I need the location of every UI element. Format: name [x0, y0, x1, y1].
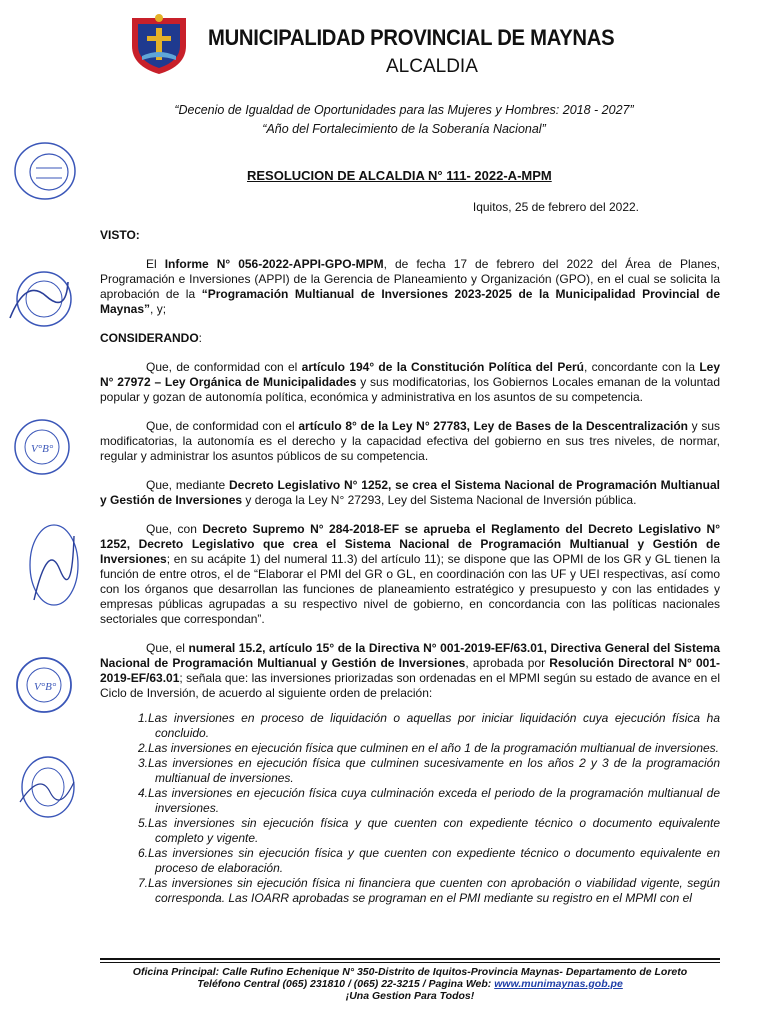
stamp-office-central: [12, 140, 78, 202]
stamp-signature-1: [6, 268, 72, 330]
list-item: 7.Las inversiones sin ejecución física ni financiera que cuenten con aprobación o viabilidad vigente, según corresponda. Las IOARR aprobadas se programan en el PMI mediante su registro en el MPMI con el: [138, 876, 720, 905]
resolution-title: RESOLUCION DE ALCALDIA N° 111- 2022-A-MPM: [247, 168, 552, 183]
footer-slogan: ¡Una Gestion Para Todos!: [345, 990, 475, 1002]
place-date: Iquitos, 25 de febrero del 2022.: [472, 200, 639, 214]
list-item: 6.Las inversiones sin ejecución física y que cuenten con expediente técnico o documento equivalente en proceso de elaboración.: [138, 846, 720, 875]
svg-text:V°B°: V°B°: [31, 443, 54, 455]
list-item: 3.Las inversiones en ejecución física que culminen sucesivamente en los años 2 y 3 de la programación multianual de inversiones.: [138, 756, 720, 785]
prelacion-list: [100, 711, 720, 906]
stamp-vb-2: [6, 654, 72, 716]
visto-paragraph: El Informe N° 056-2022-APPI-GPO-MPM, de fecha 17 de febrero del 2022 del Área de Planes, Programación e Inversiones (APPI) de la Gerencia de Planeamiento y Organización (GPO), en el cual se solicita la aprobación de la “Programación Multianual de Inversiones 2023-2025 de la Municipalidad Provincial de Maynas”, y;: [100, 257, 721, 316]
stamp-vb-1: [4, 416, 70, 478]
svg-text:V°B°: V°B°: [34, 681, 57, 693]
decade-quote: “Decenio de Igualdad de Oportunidades para las Mujeres y Hombres: 2018 - 2027”: [174, 103, 634, 117]
list-item: 4.Las inversiones en ejecución física cuya culminación exceda el periodo de la programación multianual de inversiones.: [138, 786, 720, 815]
header-subtitle: ALCALDIA: [386, 56, 478, 77]
municipal-logo: [128, 12, 190, 76]
considerando-para-4: Que, con Decreto Supremo N° 284-2018-EF se aprueba el Reglamento del Decreto Legislativo N° 1252, Decreto Legislativo que crea el Sistema Nacional de Programación Multianual y Gestión de Inversiones; en su acápite 1) del numeral 11.3) del artículo 11); se dispone que las OPMI de los GR y GL tienen la función de entre otros, el de “Elaborar el PMI del GR o GL, en coordinación con las UF y UEI respectivas, así como con los órganos que desarrollan las funciones de planeamiento estratégico y presupuesto y con las entidades y empresas públicas agrupadas a su respectivo nivel de gobierno, en concordancia con las políticas nacionales sectoriales que correspondan”.: [100, 522, 720, 626]
considerando-para-3: Que, mediante Decreto Legislativo N° 1252, se crea el Sistema Nacional de Programación Multianual y Gestión de Inversiones y deroga la Ley N° 27293, Ley del Sistema Nacional de Inversión pública.: [100, 478, 720, 507]
list-item: 1.Las inversiones en proceso de liquidación o aquellas por iniciar liquidación cuya ejecución física ha concluido.: [138, 711, 720, 740]
considerando-para-5: Que, el numeral 15.2, artículo 15° de la Directiva N° 001-2019-EF/63.01, Directiva General del Sistema Nacional de Programación Multianual y Gestión de Inversiones, aprobada por Resolución Directoral N° 001-2019-EF/63.01; señala que: las inversiones priorizadas son ordenadas en el MPMI según su estado de avance en el Ciclo de Inversión, de acuerdo al siguiente orden de prelación:: [100, 641, 720, 700]
visto-heading: VISTO:: [100, 228, 140, 242]
footer-contact: Teléfono Central (065) 231810 / (065) 22-3215 / Pagina Web: www.munimaynas.gob.pe: [197, 978, 623, 990]
list-item: 5.Las inversiones sin ejecución física y que cuenten con expediente técnico o documento equivalente completo y vigente.: [138, 816, 720, 845]
year-quote: “Año del Fortalecimiento de la Soberanía Nacional”: [262, 122, 546, 136]
stamp-signature-2: [14, 520, 80, 582]
document-body: [100, 228, 720, 906]
footer-divider-thin: [100, 962, 720, 963]
footer: [100, 966, 720, 1002]
website-link[interactable]: www.munimaynas.gob.pe: [494, 978, 623, 990]
footer-divider: [100, 958, 720, 960]
stamp-signature-3: [10, 752, 76, 814]
header-title: MUNICIPALIDAD PROVINCIAL DE MAYNAS: [208, 25, 615, 50]
considerando-para-1: Que, de conformidad con el artículo 194° de la Constitución Política del Perú, concordante con la Ley N° 27972 – Ley Orgánica de Municipalidades y sus modificatorias, los Gobiernos Locales emanan de la voluntad popular y gozan de autonomía política, económica y administrativa en los asuntos de su competencia.: [100, 360, 721, 404]
considerando-para-2: Que, de conformidad con el artículo 8° de la Ley N° 27783, Ley de Bases de la Descentralización y sus modificatorias, la autonomía es el derecho y la capacidad efectiva del gobierno en sus tres niveles, de normar, regular y administrar los asuntos públicos de su competencia.: [100, 419, 721, 463]
list-item: 2.Las inversiones en ejecución física que culminen en el año 1 de la programación multianual de inversiones.: [138, 741, 720, 755]
footer-address: Oficina Principal: Calle Rufino Echenique N° 350-Distrito de Iquitos-Provincia Maynas- Departamento de Loreto: [132, 966, 688, 978]
considerando-heading: CONSIDERANDO:: [100, 331, 203, 345]
